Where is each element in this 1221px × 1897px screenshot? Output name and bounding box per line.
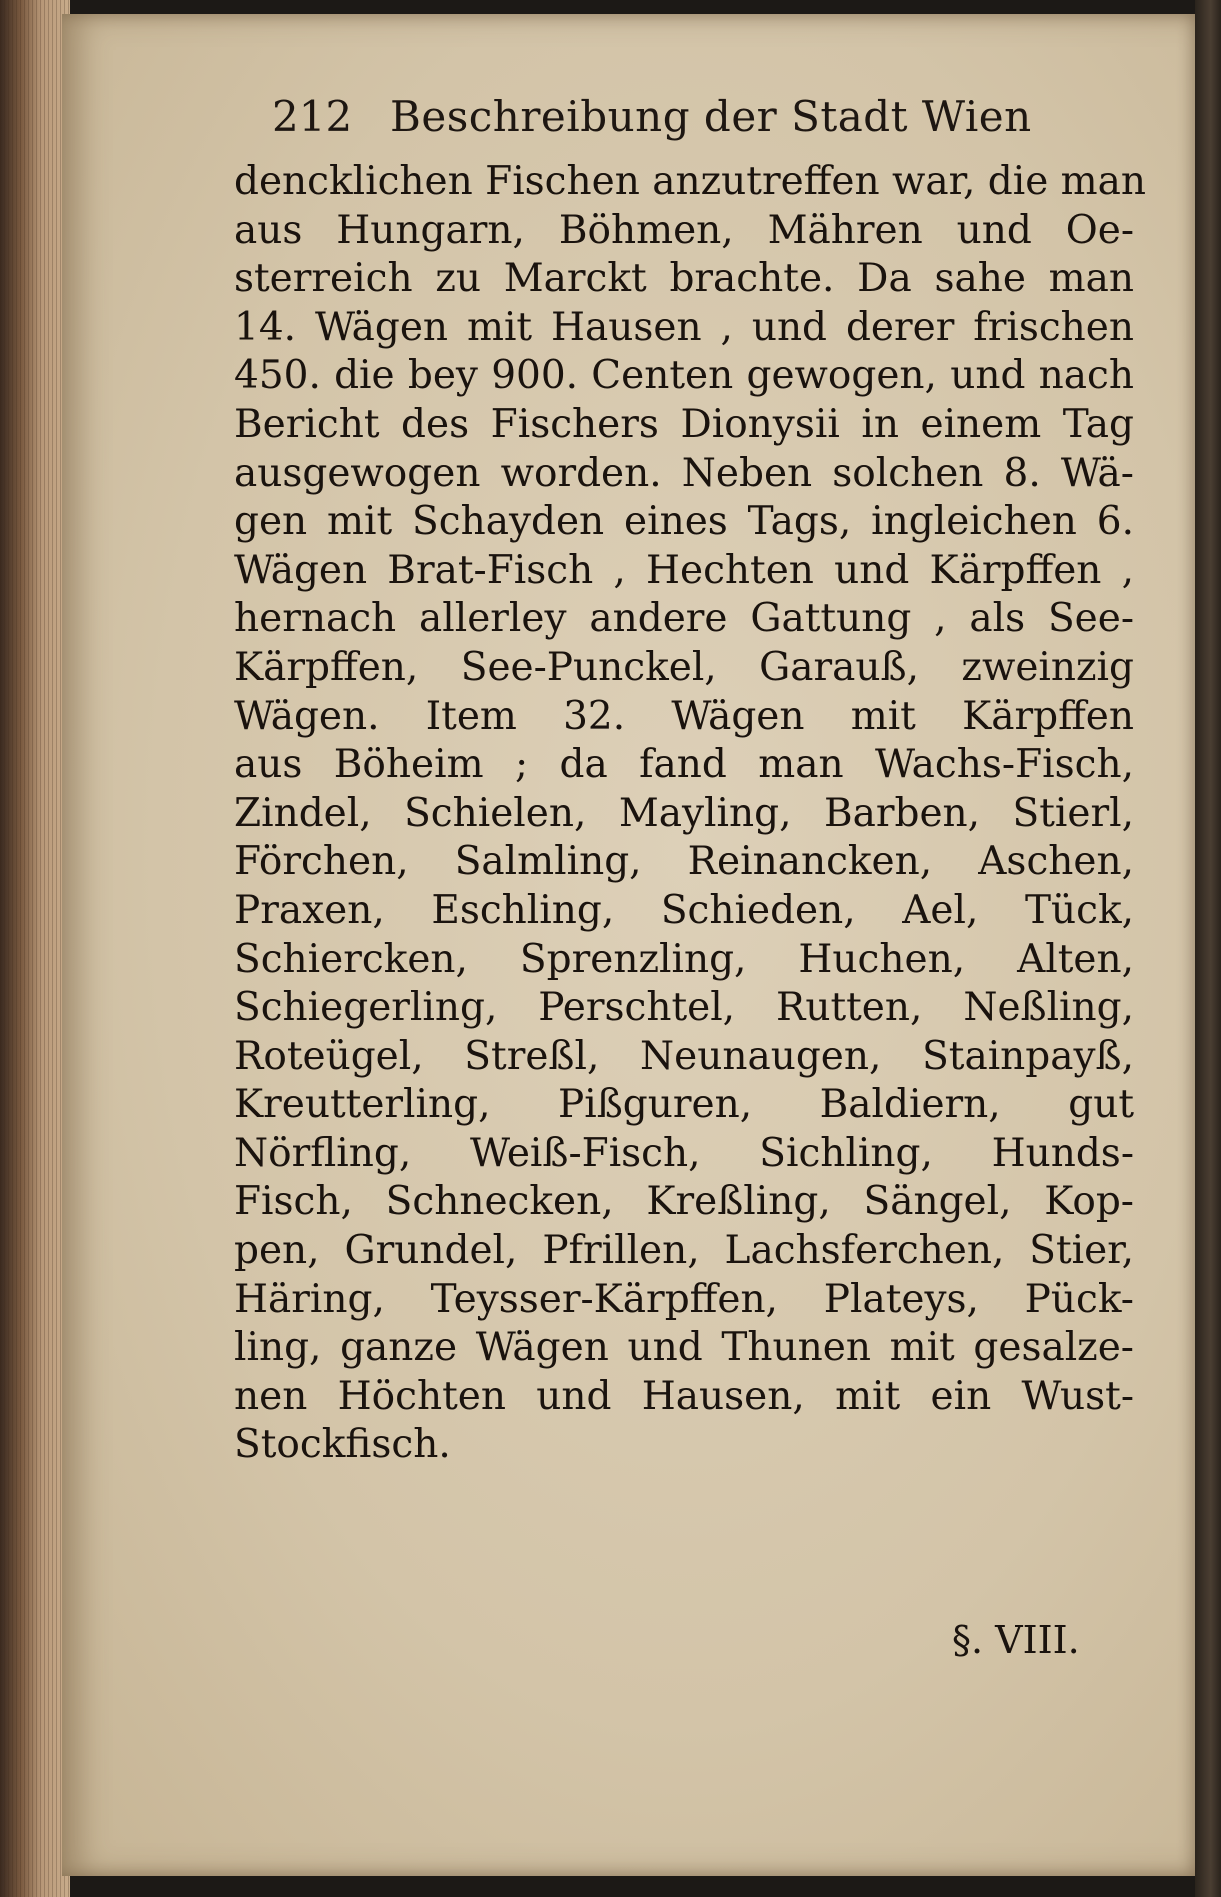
text-line: Roteügel, Streßl, Neunaugen, Stainpayß, — [234, 1033, 1134, 1079]
catchword: §. VIII. — [952, 1618, 1080, 1662]
body-text — [234, 158, 1147, 1470]
text-line: Häring, Teysser-Kärpffen, Plateys, Pück- — [234, 1276, 1134, 1322]
text-line: nen Höchten und Hausen, mit ein Wust- — [234, 1373, 1134, 1419]
text-line: 450. die bey 900. Centen gewogen, und nach — [234, 353, 1134, 399]
text-line: dencklichen Fischen anzutreffen war, die man — [234, 159, 1147, 204]
text-line: sterreich zu Marckt brachte. Da sahe man — [234, 256, 1134, 302]
text-line-last: Stockfisch. — [234, 1422, 451, 1468]
text-line: Schiegerling, Perschtel, Rutten, Neßling, — [234, 985, 1134, 1031]
text-line: Zindel, Schielen, Mayling, Barben, Stierl, — [234, 790, 1134, 836]
text-line: pen, Grundel, Pfrillen, Lachsferchen, Stier, — [234, 1228, 1134, 1274]
text-line: Praxen, Eschling, Schieden, Ael, Tück, — [234, 887, 1134, 933]
text-line: Förchen, Salmling, Reinancken, Aschen, — [234, 839, 1134, 885]
text-line: Wägen Brat-Fisch , Hechten und Kärpffen , — [234, 547, 1134, 593]
text-line: Fisch, Schnecken, Kreßling, Sängel, Kop- — [234, 1179, 1134, 1225]
text-line: gen mit Schayden eines Tags, ingleichen 6. — [234, 499, 1134, 545]
text-line: Bericht des Fischers Dionysii in einem Tag — [234, 401, 1134, 447]
book-right-edge — [1195, 0, 1221, 1897]
text-line: Kreutterling, Pißguren, Baldiern, gut — [234, 1082, 1134, 1128]
text-line: 14. Wägen mit Hausen , und derer frischen — [234, 304, 1134, 350]
text-line: hernach allerley andere Gattung , als See- — [234, 596, 1134, 642]
book-spine-edge — [0, 0, 70, 1897]
text-line: aus Hungarn, Böhmen, Mähren und Oe- — [234, 207, 1134, 253]
text-line: Schiercken, Sprenzling, Huchen, Alten, — [234, 936, 1134, 982]
running-head — [272, 92, 1072, 152]
text-line: Kärpffen, See-Punckel, Garauß, zweinzig — [234, 644, 1134, 690]
text-line: Nörfling, Weiß-Fisch, Sichling, Hunds- — [234, 1130, 1134, 1176]
page-number: 212 — [272, 92, 353, 141]
running-head-title: Beschreibung der Stadt Wien — [390, 92, 1032, 141]
text-line: ling, ganze Wägen und Thunen mit gesalze- — [234, 1325, 1134, 1371]
text-line: Wägen. Item 32. Wägen mit Kärpffen — [234, 693, 1134, 739]
text-line: aus Böheim ; da fand man Wachs-Fisch, — [234, 742, 1134, 788]
text-line: ausgewogen worden. Neben solchen 8. Wä- — [234, 450, 1134, 496]
